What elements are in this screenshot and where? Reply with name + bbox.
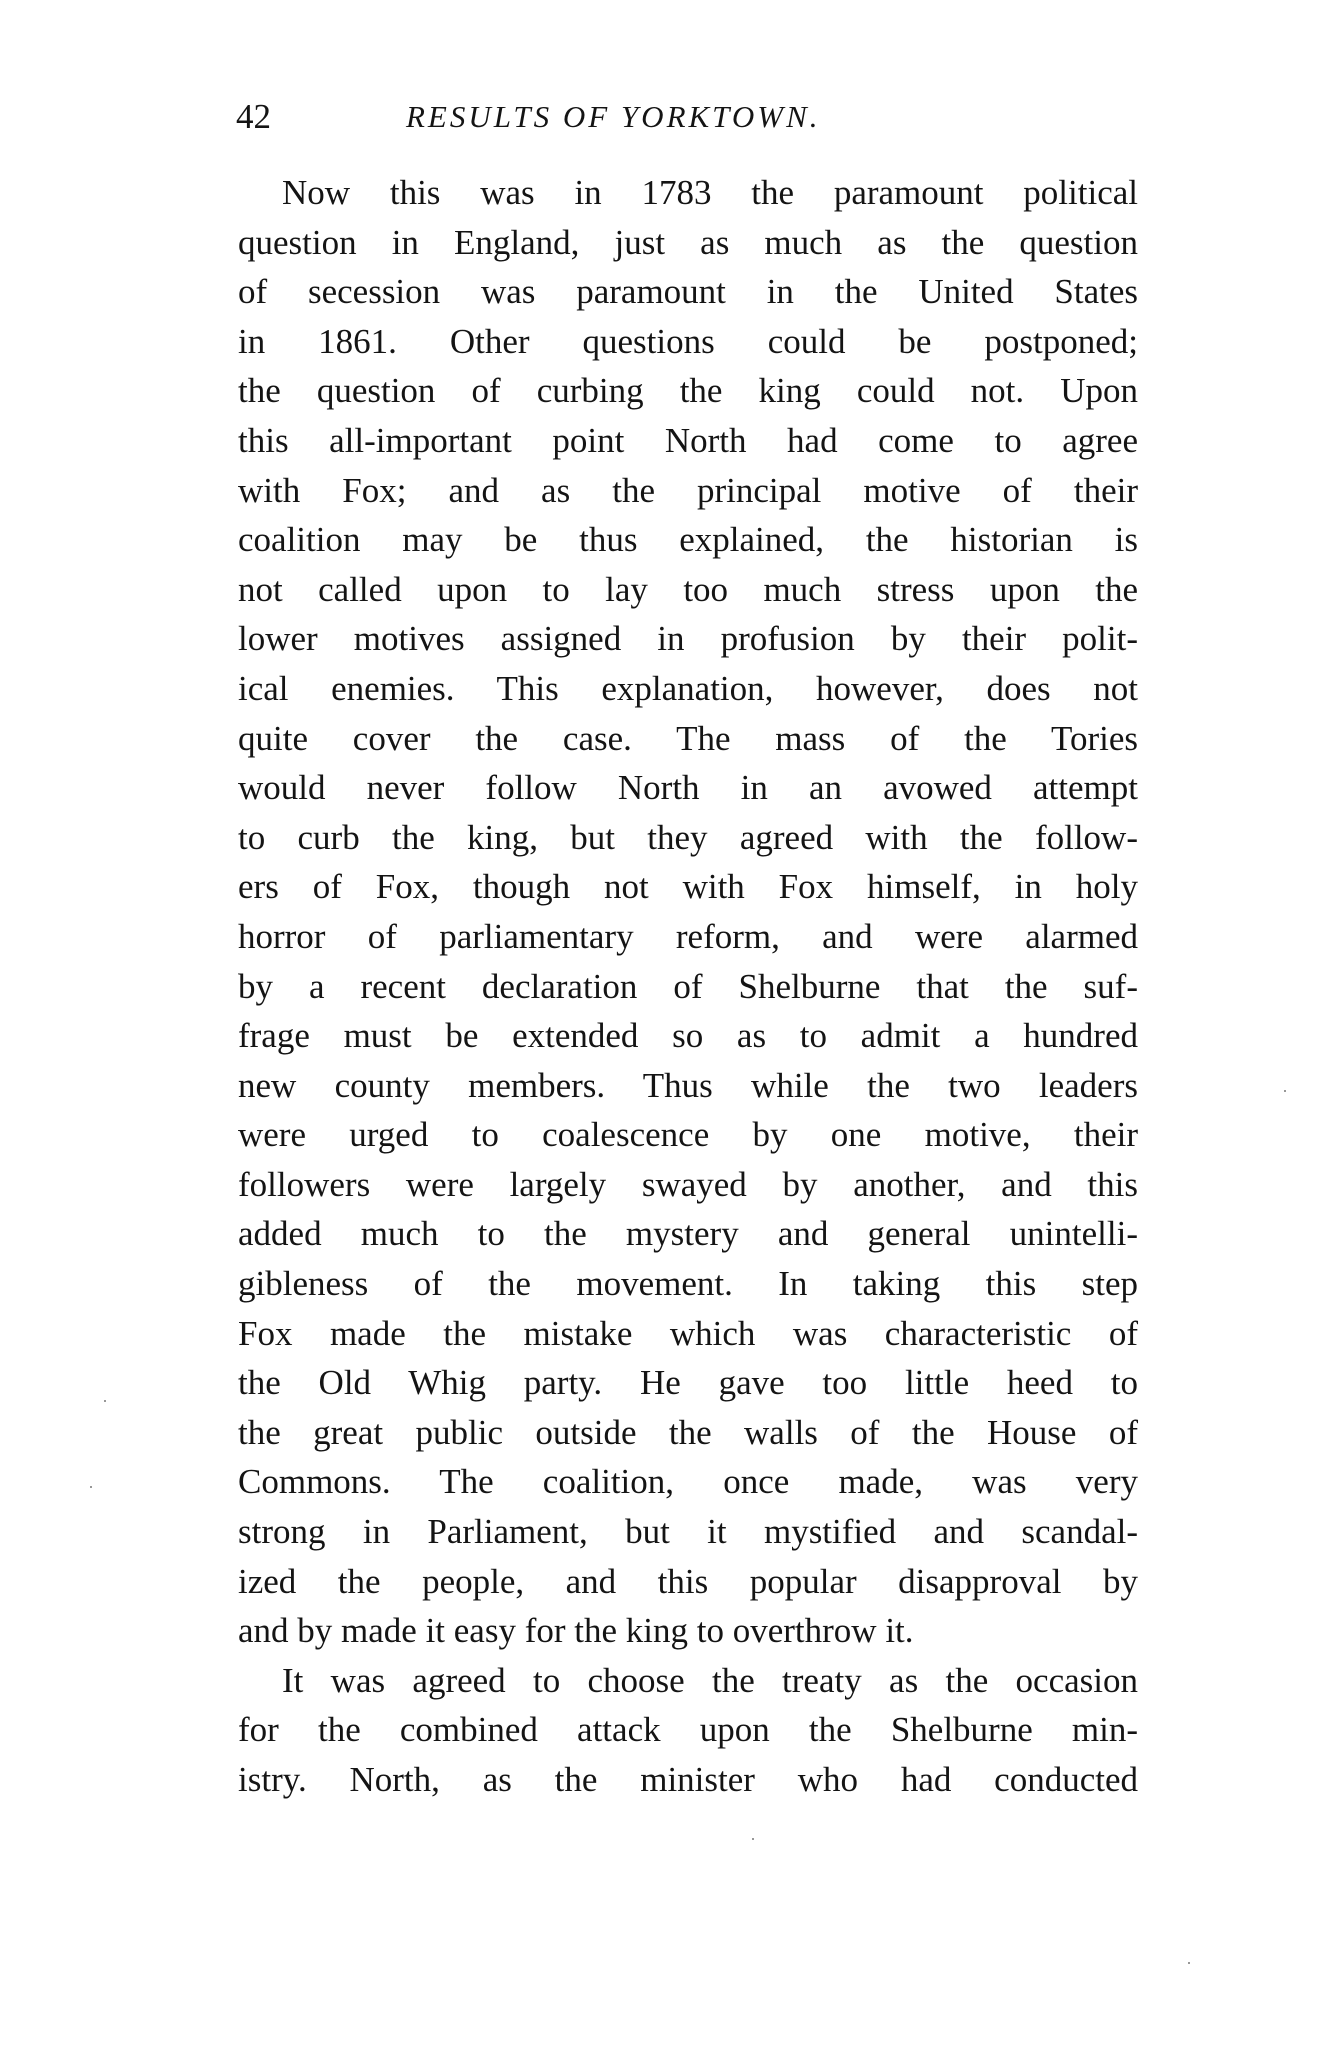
text-line: the question of curbing the king could not. Upon [238,371,1138,411]
paragraph-1 [238,168,1138,1656]
text-line: gibleness of the movement. In taking this step [238,1264,1138,1304]
body-text [238,168,1138,1805]
running-head [236,92,1146,142]
paragraph-2 [238,1656,1138,1805]
text-line: frage must be extended so as to admit a hundred [238,1016,1138,1056]
text-line: by a recent declaration of Shelburne that the suf- [238,966,1138,1006]
page-number: 42 [236,97,271,136]
text-line: the great public outside the walls of the House of [238,1412,1138,1452]
text-line: new county members. Thus while the two leaders [238,1065,1138,1105]
running-title: RESULTS OF YORKTOWN. [406,99,821,134]
text-line: ers of Fox, though not with Fox himself, in holy [238,867,1138,907]
text-line: the Old Whig party. He gave too little heed to [238,1363,1138,1403]
text-line: not called upon to lay too much stress upon the [238,569,1138,609]
text-line: for the combined attack upon the Shelburne min- [238,1710,1138,1750]
text-line: with Fox; and as the principal motive of their [238,470,1138,510]
paper-speck [1188,1962,1190,1964]
text-line: istry. North, as the minister who had conducted [238,1760,1138,1799]
paper-speck [104,1400,106,1402]
text-line: added much to the mystery and general unintelli- [238,1214,1138,1254]
text-line: ical enemies. This explanation, however, does not [238,668,1138,708]
text-line: would never follow North in an avowed attempt [238,768,1138,808]
paper-speck [1284,1090,1286,1092]
text-line: strong in Parliament, but it mystified and scandal- [238,1512,1138,1552]
text-line: followers were largely swayed by another, and this [238,1164,1138,1204]
text-line: horror of parliamentary reform, and were alarmed [238,916,1138,956]
text-line: Commons. The coalition, once made, was very [238,1462,1138,1502]
text-line: Fox made the mistake which was characteristic of [238,1313,1138,1353]
text-line: lower motives assigned in profusion by their polit- [238,619,1138,659]
text-line: of secession was paramount in the United States [238,272,1138,312]
text-line: were urged to coalescence by one motive, their [238,1115,1138,1155]
text-line: ized the people, and this popular disapproval by [238,1561,1138,1601]
text-line: quite cover the case. The mass of the Tories [238,718,1138,758]
text-line: Now this was in 1783 the paramount political [282,173,1138,212]
text-line: and by made it easy for the king to overthrow it. [238,1611,914,1651]
paper-speck [752,1838,754,1840]
text-line: in 1861. Other questions could be postponed; [238,321,1138,361]
text-line: coalition may be thus explained, the historian is [238,520,1138,560]
text-line: this all-important point North had come to agree [238,420,1138,460]
paper-speck [90,1486,92,1488]
text-line: question in England, just as much as the question [238,222,1138,262]
text-line: to curb the king, but they agreed with the follow- [238,817,1138,857]
text-line: It was agreed to choose the treaty as the occasion [282,1660,1138,1700]
